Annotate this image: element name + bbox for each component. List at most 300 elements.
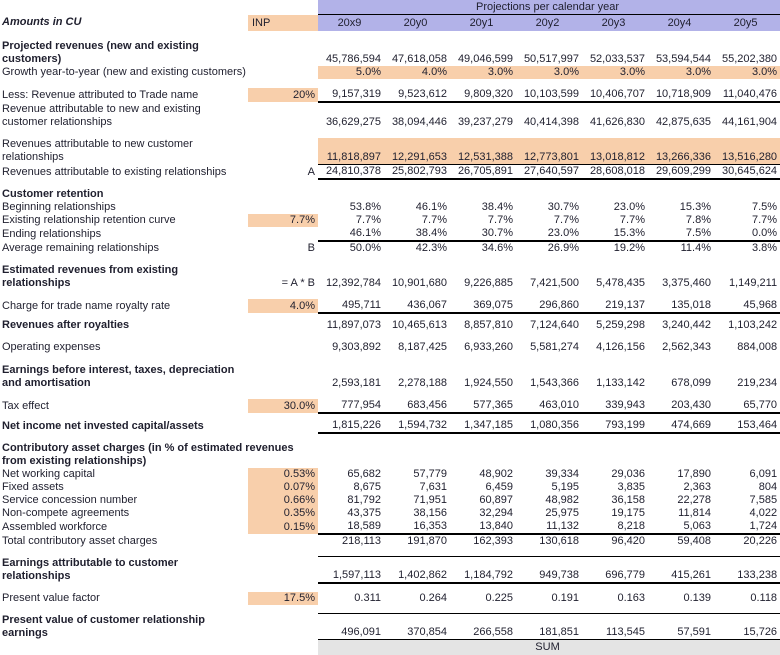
spacer-row bbox=[0, 255, 780, 264]
cell-y1: 38,156 bbox=[413, 506, 447, 519]
cell-y5: 203,430 bbox=[648, 399, 714, 413]
cell-y0: 46.1% bbox=[318, 227, 384, 241]
cell-y6: 6,091 bbox=[749, 467, 778, 480]
cell-y6: 7,585 bbox=[749, 493, 778, 506]
table-row-estimated-revenues-existing bbox=[0, 264, 780, 290]
cell-y4: 339,943 bbox=[582, 399, 648, 413]
cell-y4[interactable]: 3.0% bbox=[582, 66, 648, 79]
row-input[interactable]: 0.66% bbox=[248, 494, 318, 507]
table-row-less-trade-name bbox=[0, 88, 780, 102]
cell-y1: 10,465,613 bbox=[391, 318, 447, 331]
row-input[interactable] bbox=[248, 614, 318, 640]
spacer-row bbox=[0, 605, 780, 614]
cell-y4: 5,478,435 bbox=[596, 276, 645, 289]
cell-y1: 57,779 bbox=[413, 467, 447, 480]
cell-y0: 1,597,113 bbox=[318, 557, 384, 583]
cell-blank-6 bbox=[714, 363, 780, 377]
cell-y4: 696,779 bbox=[582, 557, 648, 583]
cell-y0: 1,815,226 bbox=[318, 419, 384, 433]
row-label: Total contributory asset charges bbox=[2, 534, 158, 547]
cell-y6: 55,202,380 bbox=[722, 53, 778, 65]
cell-y5: 0.139 bbox=[683, 591, 711, 604]
row-label: Non-compete agreements bbox=[2, 506, 130, 519]
cell-y3: 40,414,398 bbox=[523, 116, 579, 128]
cell-y3: 7,421,500 bbox=[530, 276, 579, 289]
cell-y3: 30.7% bbox=[547, 200, 579, 213]
cell-y1: 7.7% bbox=[421, 213, 447, 226]
cell-y3: 5,195 bbox=[551, 480, 579, 493]
spacer-row bbox=[0, 290, 780, 299]
cell-y1: 38,094,446 bbox=[391, 116, 447, 128]
cell-y3: 1,080,356 bbox=[516, 419, 582, 433]
cell-y6: 1,724 bbox=[714, 520, 780, 534]
cell-y0: 18,589 bbox=[318, 520, 384, 534]
cell-y5[interactable]: 3.0% bbox=[648, 66, 714, 79]
cell-y2: 7.7% bbox=[487, 213, 513, 226]
row-input-marker-a: A bbox=[307, 165, 315, 178]
row-input[interactable] bbox=[248, 40, 318, 66]
cell-blank-5 bbox=[648, 102, 714, 116]
cell-y6: 1,103,242 bbox=[728, 318, 778, 331]
cell-blank-4 bbox=[582, 102, 648, 116]
cell-y0: 53.8% bbox=[349, 200, 381, 213]
column-header-year-3[interactable]: 20y2 bbox=[516, 15, 582, 32]
row-label: Revenue attributable to new and existing customer relationships bbox=[2, 103, 201, 128]
cell-y4: 96,420 bbox=[611, 534, 645, 547]
cell-y3: 5,581,274 bbox=[530, 340, 579, 353]
cell-y3: 50,517,997 bbox=[523, 53, 579, 65]
cell-y2: 0.225 bbox=[485, 591, 513, 604]
cell-y6: 133,238 bbox=[714, 557, 780, 583]
cell-y3: 463,010 bbox=[516, 399, 582, 413]
cell-y3: 296,860 bbox=[516, 299, 582, 313]
row-input[interactable]: 0.53% bbox=[248, 468, 318, 481]
table-row-sum bbox=[0, 640, 780, 655]
cell-y2: 1,184,792 bbox=[450, 557, 516, 583]
cell-blank-1 bbox=[384, 102, 450, 116]
cell-y4: 4,126,156 bbox=[596, 340, 645, 353]
cell-y4: 0.163 bbox=[617, 591, 645, 604]
cell-y2: 1,924,550 bbox=[464, 376, 513, 389]
spacer-row bbox=[0, 548, 780, 557]
cell-y4: 10,406,707 bbox=[582, 88, 648, 102]
cell-y4: 8,218 bbox=[582, 520, 648, 534]
cell-y1: 1,594,732 bbox=[384, 419, 450, 433]
table-row-earnings-attr-customer-rel bbox=[0, 557, 780, 583]
table-row-fixed-assets bbox=[0, 481, 780, 494]
spacer-row bbox=[0, 390, 780, 399]
cell-y1: 71,951 bbox=[413, 493, 447, 506]
column-header-year-5[interactable]: 20y4 bbox=[648, 15, 714, 32]
row-label: Revenues attributable to new customer relationships bbox=[2, 138, 193, 163]
row-label: Earnings attributable to customer relationships bbox=[2, 556, 179, 582]
table-row-rev-attr-new-existing bbox=[0, 102, 780, 116]
cell-y2: 26,705,891 bbox=[450, 164, 516, 179]
cell-y3: 181,851 bbox=[516, 614, 582, 640]
cell-y1: 9,523,612 bbox=[384, 88, 450, 102]
cell-y3[interactable]: 12,773,801 bbox=[516, 138, 582, 164]
cell-y2: 266,558 bbox=[450, 614, 516, 640]
cell-y6: 15,726 bbox=[714, 614, 780, 640]
cell-y6: 884,008 bbox=[737, 340, 778, 353]
row-label: Average remaining relationships bbox=[2, 241, 159, 254]
sum-label-spacer bbox=[0, 640, 248, 655]
cell-y2: 38.4% bbox=[481, 200, 513, 213]
sum-total-label: SUM bbox=[318, 640, 780, 655]
row-input[interactable]: 0.35% bbox=[248, 507, 318, 520]
cell-y5: 59,408 bbox=[677, 534, 711, 547]
spacer-row bbox=[0, 179, 780, 188]
row-label: Fixed assets bbox=[2, 480, 64, 493]
cell-y3: 48,982 bbox=[545, 493, 579, 506]
row-input[interactable]: 20% bbox=[248, 88, 318, 102]
cell-y3: 11,132 bbox=[516, 520, 582, 534]
cell-y2: 39,237,279 bbox=[457, 116, 513, 128]
cell-y1: 16,353 bbox=[384, 520, 450, 534]
cell-blank-6 bbox=[714, 102, 780, 116]
row-label: Beginning relationships bbox=[2, 200, 116, 213]
cell-y6[interactable]: 13,516,280 bbox=[714, 138, 780, 164]
row-input[interactable] bbox=[248, 419, 318, 433]
spacer-row bbox=[0, 79, 780, 88]
row-input-formula: = A * B bbox=[281, 276, 315, 289]
table-row-pv-factor bbox=[0, 592, 780, 605]
cell-y2: 369,075 bbox=[450, 299, 516, 313]
cell-y6: 4,022 bbox=[749, 506, 778, 519]
cell-y3: 1,543,366 bbox=[530, 376, 579, 389]
cell-blank-1 bbox=[384, 363, 450, 377]
column-header-row bbox=[0, 15, 780, 32]
row-label: Earnings before interest, taxes, depreciation and amortisation bbox=[2, 363, 235, 389]
cell-y1[interactable]: 12,291,653 bbox=[384, 138, 450, 164]
cell-y4: 36,158 bbox=[611, 493, 645, 506]
spacer-row bbox=[0, 433, 780, 442]
cell-y2: 8,857,810 bbox=[464, 318, 513, 331]
row-label: Present value of customer relationship earnings bbox=[2, 613, 205, 639]
table-row-operating-expenses bbox=[0, 341, 780, 354]
cell-y0[interactable]: 11,818,897 bbox=[318, 138, 384, 164]
cell-y0: 24,810,378 bbox=[318, 164, 384, 179]
cell-y2: 162,393 bbox=[473, 534, 513, 547]
table-row-ending-relationships bbox=[0, 227, 780, 241]
cell-y5: 3,240,442 bbox=[662, 318, 711, 331]
row-input[interactable] bbox=[248, 66, 318, 79]
cell-blank-0 bbox=[318, 102, 384, 116]
cell-y1: 0.264 bbox=[419, 591, 447, 604]
row-input-spacer bbox=[248, 188, 318, 201]
cell-y5[interactable]: 13,266,336 bbox=[648, 138, 714, 164]
row-input[interactable] bbox=[248, 376, 318, 390]
cell-y3: 130,618 bbox=[539, 534, 579, 547]
cell-y3: 7.7% bbox=[553, 213, 579, 226]
cell-y5: 22,278 bbox=[677, 493, 711, 506]
cell-y6: 44,161,904 bbox=[722, 116, 778, 128]
row-label: Assembled workforce bbox=[2, 520, 108, 533]
cell-y2[interactable]: 3.0% bbox=[450, 66, 516, 79]
cell-y5: 5,063 bbox=[648, 520, 714, 534]
cell-y0: 65,682 bbox=[347, 467, 381, 480]
section-header-spacer bbox=[318, 188, 780, 201]
cell-y5: 29,609,299 bbox=[648, 164, 714, 179]
cell-y0[interactable]: 5.0% bbox=[318, 66, 384, 79]
cell-y4: 28,608,018 bbox=[582, 164, 648, 179]
cell-blank-3 bbox=[516, 363, 582, 377]
row-label: Operating expenses bbox=[2, 340, 101, 353]
row-label: Existing relationship retention curve bbox=[2, 213, 176, 226]
row-input[interactable] bbox=[248, 557, 318, 583]
cell-y0: 36,629,275 bbox=[325, 116, 381, 128]
table-row-service-concession bbox=[0, 494, 780, 507]
cell-y0: 0.311 bbox=[354, 591, 381, 604]
cell-blank-3 bbox=[516, 102, 582, 116]
cell-y4: 15.3% bbox=[582, 227, 648, 241]
cell-y5: 53,594,544 bbox=[655, 53, 711, 65]
column-header-inp[interactable]: INP bbox=[248, 15, 318, 32]
row-input[interactable] bbox=[248, 138, 318, 164]
table-row-non-compete bbox=[0, 507, 780, 520]
table-row-average-remaining bbox=[0, 241, 780, 255]
row-input-spacer bbox=[248, 363, 318, 377]
cell-y3: 23.0% bbox=[516, 227, 582, 241]
cell-y2: 49,046,599 bbox=[457, 53, 513, 65]
row-input[interactable]: 7.7% bbox=[248, 214, 318, 227]
row-input-marker-b: B bbox=[307, 241, 315, 254]
cell-y6: 7.5% bbox=[751, 200, 778, 213]
cell-y3: 25,975 bbox=[545, 506, 579, 519]
table-row-net-income bbox=[0, 419, 780, 433]
cell-y2: 1,347,185 bbox=[450, 419, 516, 433]
sum-inp-spacer bbox=[248, 640, 318, 655]
cell-y1[interactable]: 4.0% bbox=[384, 66, 450, 79]
cell-y5: 2,562,343 bbox=[662, 340, 711, 353]
cell-y5: 10,718,909 bbox=[648, 88, 714, 102]
table-row-rev-existing-relationships bbox=[0, 164, 780, 179]
cell-y5: 17,890 bbox=[677, 467, 711, 480]
cell-y4: 23.0% bbox=[613, 200, 645, 213]
cell-y4[interactable]: 13,018,812 bbox=[582, 138, 648, 164]
cell-y1: 10,901,680 bbox=[391, 276, 447, 289]
cell-y5: 11.4% bbox=[680, 241, 711, 254]
section-header-customer-retention: Customer retention bbox=[2, 187, 104, 200]
cell-y2: 9,226,885 bbox=[464, 276, 513, 289]
table-row-growth-yoy bbox=[0, 66, 780, 79]
cell-y2: 13,840 bbox=[450, 520, 516, 534]
cell-y1: 7,631 bbox=[419, 480, 447, 493]
cell-y0: 777,954 bbox=[318, 399, 384, 413]
table-row-net-working-capital bbox=[0, 468, 780, 481]
cell-y5: 42,875,635 bbox=[655, 116, 711, 128]
row-input-spacer bbox=[248, 102, 318, 116]
table-row-revenues-after-royalties bbox=[0, 319, 780, 332]
cell-y2: 6,459 bbox=[485, 480, 513, 493]
row-input[interactable]: 0.15% bbox=[248, 520, 318, 534]
cell-y4: 793,199 bbox=[582, 419, 648, 433]
row-input[interactable] bbox=[248, 534, 318, 548]
cell-y0: 12,392,784 bbox=[325, 276, 381, 289]
cell-y4: 19.2% bbox=[613, 241, 645, 254]
cell-y6: 3.8% bbox=[751, 241, 778, 254]
table-row-beginning-relationships bbox=[0, 201, 780, 214]
cell-y4: 29,036 bbox=[611, 467, 645, 480]
cell-y2: 48,902 bbox=[479, 467, 513, 480]
cell-y5: 135,018 bbox=[648, 299, 714, 313]
cell-y1: 47,618,058 bbox=[391, 53, 447, 65]
cell-y1: 436,067 bbox=[384, 299, 450, 313]
cell-y1: 191,870 bbox=[407, 534, 447, 547]
cell-y6: 0.118 bbox=[750, 591, 778, 604]
table-row-assembled-workforce bbox=[0, 520, 780, 534]
cell-blank-2 bbox=[450, 363, 516, 377]
spacer-row bbox=[0, 354, 780, 363]
row-input[interactable]: 30.0% bbox=[248, 399, 318, 413]
cell-y1: 25,802,793 bbox=[384, 164, 450, 179]
row-label: Net working capital bbox=[2, 467, 95, 480]
cell-y4: 19,175 bbox=[611, 506, 645, 519]
cell-y5: 11,814 bbox=[678, 506, 711, 519]
cell-y1: 683,456 bbox=[384, 399, 450, 413]
table-row-projected-revenues bbox=[0, 40, 780, 66]
table-row-pv-earnings bbox=[0, 614, 780, 640]
row-label: Growth year-to-year (new and existing customers) bbox=[2, 66, 246, 78]
table-row-ebitda bbox=[0, 363, 780, 377]
cell-y4: 3,835 bbox=[617, 480, 645, 493]
cell-y2: 30.7% bbox=[450, 227, 516, 241]
row-input[interactable] bbox=[248, 341, 318, 354]
cell-y4: 7.7% bbox=[619, 213, 645, 226]
cell-y5: 2,363 bbox=[683, 480, 711, 493]
cell-y5: 678,099 bbox=[671, 376, 711, 389]
cell-y2: 34.6% bbox=[481, 241, 513, 254]
row-input[interactable] bbox=[248, 227, 318, 241]
row-input[interactable] bbox=[248, 319, 318, 332]
cell-y5: 3,375,460 bbox=[662, 276, 711, 289]
cell-y3: 7,124,640 bbox=[530, 318, 579, 331]
table-row-cac-header bbox=[0, 442, 780, 468]
column-header-year-1[interactable]: 20y0 bbox=[384, 15, 450, 32]
row-input[interactable] bbox=[248, 116, 318, 130]
cell-y2: 577,365 bbox=[450, 399, 516, 413]
row-label: Present value factor bbox=[2, 591, 100, 604]
projections-band-title: Projections per calendar year bbox=[318, 0, 780, 15]
cell-y2: 32,294 bbox=[479, 506, 513, 519]
row-input[interactable]: 0.07% bbox=[248, 481, 318, 494]
spacer-row bbox=[0, 31, 780, 40]
cell-y6: 153,464 bbox=[714, 419, 780, 433]
cell-y0: 50.0% bbox=[349, 241, 381, 254]
cell-y6: 7.7% bbox=[751, 213, 778, 226]
cell-y2: 60,897 bbox=[479, 493, 513, 506]
table-row-tax-effect bbox=[0, 399, 780, 413]
cell-y1: 1,402,862 bbox=[384, 557, 450, 583]
cell-y3[interactable]: 3.0% bbox=[516, 66, 582, 79]
column-header-year-4[interactable]: 20y3 bbox=[582, 15, 648, 32]
cell-y5: 15.3% bbox=[679, 200, 711, 213]
cell-y0: 81,792 bbox=[347, 493, 381, 506]
cell-y3: 0.191 bbox=[551, 591, 579, 604]
cell-y6[interactable]: 3.0% bbox=[714, 66, 780, 79]
spacer-row bbox=[0, 583, 780, 592]
cell-blank-0 bbox=[318, 363, 384, 377]
band-spacer-inp bbox=[248, 0, 318, 15]
cell-y6: 0.0% bbox=[714, 227, 780, 241]
cell-y6: 30,645,624 bbox=[714, 164, 780, 179]
cell-y4: 5,259,298 bbox=[596, 318, 645, 331]
cell-y2: 9,809,320 bbox=[450, 88, 516, 102]
cell-y3: 10,103,599 bbox=[516, 88, 582, 102]
cell-y5: 415,261 bbox=[648, 557, 714, 583]
cell-y4: 219,137 bbox=[582, 299, 648, 313]
cell-blank-2 bbox=[450, 102, 516, 116]
cell-y4: 113,545 bbox=[582, 614, 648, 640]
cell-y1: 370,854 bbox=[384, 614, 450, 640]
cell-y1: 8,187,425 bbox=[398, 340, 447, 353]
table-row-trade-name-royalty bbox=[0, 299, 780, 313]
row-input[interactable] bbox=[248, 201, 318, 214]
row-input[interactable]: 17.5% bbox=[248, 592, 318, 605]
cell-y1: 46.1% bbox=[415, 200, 447, 213]
cell-y3: 26.9% bbox=[547, 241, 579, 254]
section-header-spacer bbox=[318, 442, 780, 468]
row-label: Estimated revenues from existing relationships bbox=[2, 263, 179, 289]
row-label: Tax effect bbox=[2, 399, 49, 412]
table-row-rev-new-relationships bbox=[0, 138, 780, 164]
table-row-customer-retention-header bbox=[0, 188, 780, 201]
table-row-total-cac bbox=[0, 534, 780, 548]
cell-y5: 474,669 bbox=[648, 419, 714, 433]
row-label: Less: Revenue attributed to Trade name bbox=[2, 89, 199, 101]
spacer-row bbox=[0, 332, 780, 341]
column-header-year-2[interactable]: 20y1 bbox=[450, 15, 516, 32]
cell-y1: 2,278,188 bbox=[398, 376, 447, 389]
row-label: Ending relationships bbox=[2, 227, 102, 240]
cell-y6: 1,149,211 bbox=[728, 276, 778, 289]
header-band-row bbox=[0, 0, 780, 15]
cell-y5: 7.5% bbox=[648, 227, 714, 241]
row-input[interactable]: 4.0% bbox=[248, 299, 318, 313]
cell-y0: 218,113 bbox=[342, 534, 381, 547]
cell-y6: 20,226 bbox=[743, 534, 778, 547]
section-header-contributory-asset-charges: Contributory asset charges (in % of estimated revenues from existing relationships) bbox=[2, 441, 294, 467]
cell-y6: 45,968 bbox=[714, 299, 780, 313]
cell-y4: 41,626,830 bbox=[589, 116, 645, 128]
cell-y5: 57,591 bbox=[648, 614, 714, 640]
cell-y6: 804 bbox=[758, 480, 778, 493]
cell-y0: 45,786,594 bbox=[325, 53, 381, 65]
column-header-year-6[interactable]: 20y5 bbox=[714, 15, 780, 32]
cell-y1: 38.4% bbox=[384, 227, 450, 241]
band-spacer-label bbox=[0, 0, 248, 15]
cell-y0: 8,675 bbox=[353, 480, 381, 493]
spacer-row bbox=[0, 129, 780, 138]
cell-y4: 1,133,142 bbox=[596, 376, 645, 389]
cell-y4: 52,033,537 bbox=[589, 53, 645, 65]
cell-y0: 2,593,181 bbox=[332, 376, 381, 389]
row-label: Charge for trade name royalty rate bbox=[2, 299, 171, 312]
cell-y2[interactable]: 12,531,388 bbox=[450, 138, 516, 164]
cell-y0: 9,157,319 bbox=[318, 88, 384, 102]
row-label: Revenues attributable to existing relationships bbox=[2, 165, 227, 178]
cell-blank-5 bbox=[648, 363, 714, 377]
cell-y0: 495,711 bbox=[318, 299, 384, 313]
cell-y0: 7.7% bbox=[355, 213, 381, 226]
cell-blank-4 bbox=[582, 363, 648, 377]
cell-y3: 949,738 bbox=[516, 557, 582, 583]
table-row-retention-curve bbox=[0, 214, 780, 227]
cell-y6: 219,234 bbox=[737, 376, 778, 389]
cell-y6: 65,770 bbox=[714, 399, 780, 413]
column-header-year-0[interactable]: 20x9 bbox=[318, 15, 384, 32]
page-title: Amounts in CU bbox=[2, 16, 82, 29]
